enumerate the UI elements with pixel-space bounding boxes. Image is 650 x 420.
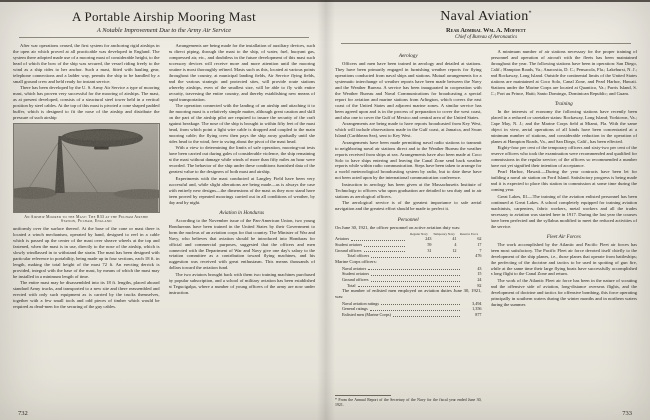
row-label: Aviators [335,236,350,242]
marine-heading: Marine Corps officers: [335,259,377,265]
body-paragraph: Great Lakes, Ill.—The training of the aviation enlisted personnel has been continued at Great Lakes. A school completely equipped for training aviation machinists, carpenters, fabric workers, metal workers and all the trades necessary to aviation was started here in 1917. During the last year the courses have been perfected and the syllabus modified to meet the reduced activities of the service. [490,193,637,229]
dot-leader [381,304,460,305]
body-paragraph: The aerological service is of the greatest importance to safe aerial navigation and the greatest effort should be made to perfect it. [335,200,482,212]
dot-leader [371,275,459,276]
personnel-intro: On June 30, 1921, the officer personnel on active aviation duty was: [335,224,461,230]
right-article-columns [335,49,637,408]
cell-value: 15 [477,271,482,277]
dot-leader [371,281,460,282]
right-column-1 [335,49,482,408]
body-paragraph: Arrangements have been made permitting naval radio stations to transmit to neighboring naval air stations direct and to the Weather Bureau the weather reports received from ships at sea. Arrangements have also been made at Coco Solo to have ships entering and leaving the Canal Zone send back weather reports while within radio communication. Steps have been taken to arrange for a world meteorological broadcasting system by radio, but to date these have not been acted upon by the international communication conference. [335,139,482,181]
body-paragraph: According to the November issue of the Pan-American Union, two young Hondureans have been trained in the United States by their Government to form the nucleus of an aviation corps for that country. The Minister of War and Navy, who believes that aviation should be introduced into Honduras for official and commercial purposes, suggested that the officers and men connected with the Department of War and Navy give one day's salary to the aviation committee as a contribution toward flying machines, and his suggestion was received with great enthusiasm. This means thousands of dollars toward the aviation fund. [168,217,315,271]
cell-value: 43 [477,265,482,271]
body-paragraph: Experiments with the mast conducted at Langley Field have been very successful and, while slight alterations are being made—as is always the case with entirely new designs—the dimensions of the mast as they now stand have been proved by repeated moorings carried out in all conditions of weather, by day and by night. [168,175,315,205]
dot-leader [364,246,404,247]
cell-value: 12 [452,247,457,253]
body-paragraph: The work accomplished by the Atlantic and Pacific Fleet air forces has been most satisfactory. The Pacific Fleet air force devoted itself chiefly to the development of the ship planes, i.e., those planes that operate from battleships; the perfecting of the doctrine and tactics to be used in spotting of gun fire, while at the same time their large flying boats have successfully accomplished a long flight to the Canal Zone and return. [490,241,637,277]
left-article-columns [13,43,315,408]
row-label: Ground officers [335,247,362,253]
header-rule [341,43,631,44]
right-article-title [335,9,637,25]
body-paragraph: With a view to determining the limits of safe operation, mooring-out tests have been carried out during gales of considerable violence, the ship remaining at the mast without damage while winds of more than fifty miles an hour were recorded. The behavior of the ship under these conditions furnished data of the greatest value to the designers of both mast and airship. [168,145,315,175]
right-column-2 [491,49,638,408]
enlisted-intro: The number of enlisted men employed on aviation duties June 30, 1921, was: [335,288,482,300]
body-paragraph: The operation connected with the landing of an airship and attaching it to the mooring mast is a relatively simple matter, although great caution and skill on the part of the airship pilot are required to insure the security of the craft against breakage. The nose of the ship is brought to within fifty feet of the mast head, from which point a light wire cable is dropped and coupled to the main mooring cable; the flying crew then pays the ship away gradually until she rides head to the wind, free to swing about the pivot of the mast head. [168,103,315,144]
body-paragraph: Arrangements are being made for the installation of auxiliary devices, such as direct piping, through the mast to the ship, of water, fuel, buoyant gas, compressed air, etc., and doubtless in the future development of this mast such accessory devices will receive more and more attention until the mooring routine is most thoroughly refined. Masts such as this, located at various points throughout the country, at municipal landing fields, Air Service flying fields, and the various strategic and protected sites, will provide route stations whereby airships, even of the smallest size, will be able to fly with entire security, traversing the entire country, and thereby establishing new means of rapid transportation. [168,43,315,102]
scan-edge [0,0,650,2]
left-column-2 [169,43,316,408]
body-paragraph: A minimum number of air stations necessary for the proper training of personnel and operation of aircraft with the fleets has been maintained throughout the year. The following stations have been in operation: San Diego, Calif.; Hampton Roads, Va.; Anacostia, D. C.; Pensacola, Fla.; Lakehurst, N. J.; and Rockaway, Long Island. Outside the continental limits of the United States stations are maintained at Coco Solo, Canal Zone, and Pearl Harbor, Hawaii. Stations under the Marine Corps are located at Quantico, Va.; Parris Island, S. C.; Port au Prince, Haiti; Santo Domingo, Dominican Republic; and Guam. [490,49,637,96]
row-label: Total officers [347,253,370,259]
right-page [335,9,637,408]
page-number-left: 732 [18,410,28,417]
cell-value: 41 [452,236,457,242]
dot-leader [368,269,459,270]
right-article-header [335,9,637,48]
body-paragraph: After war operations ceased, the first system for anchoring rigid airships in the open air which proved at all practicable was developed in England. The system there adopted made use of a mooring mast of considerable height, to the head of which the bow of the ship was secured, the vessel riding freely to the wind as a ship rides to her anchor. Such a mast, fitted with hauling gear, telephone connections and a ladder way, permits the ship to be handled by a small ground crew and held ready for instant service. [13,43,160,84]
section-heading-honduras: Aviation in Honduras [219,209,265,216]
cell-value: 877 [475,311,482,317]
airship-mast-photo [14,124,159,212]
body-paragraph: The entire mast may be disassembled into its 18 ft. lengths, placed aboard standard Army trucks, and transported to a new site and there reassembled and erected with only such equipment as is carried by the trucks themselves, together with a few small tools and odd pieces of timber which would be required as dead-men for the securing of the guy cables. [13,280,160,310]
body-paragraph: Eighty-four per cent of the temporary officers and sixty-two per cent of the reserve officers who took the examination were recommended and qualified for commissions in the regular service; of the officers so recommended a number have not yet signified their intention of acceptance. [490,145,637,168]
cell-value: 1,356 [472,306,482,312]
body-paragraph: There has been developed by the U. S. Army Air Service a type of mooring mast, which has proven very successful for the mooring of airships. The mast, as at present developed, consists of a structural steel tower held in a vertical position by steel cables. At the top of this mast is pivoted a cone shaped padded buffer, which is designed to fit the nose of the airship and distribute the pressure of such airship [13,85,160,121]
cell-value: 3,494 [472,300,482,306]
body-paragraph: The work of the Atlantic Fleet air force has been in the nature of scouting and the offensive side of aviation, long-distance overseas flights, and the development of doctrine and tactics for offensive bombing, this force operating principally in southern waters during the winter months and in northern waters during the summer. [490,277,637,307]
section-heading-aerology: Aerology [398,53,418,59]
dot-leader [364,251,405,252]
dot-leader [351,240,404,241]
left-column-1 [13,43,160,408]
cell-value: 17 [477,242,482,248]
row-label: Ground officers [342,276,369,282]
cell-value: 24 [477,276,482,282]
cell-value: 31 [427,247,432,253]
cell-value: 7 [479,247,482,253]
section-heading-training: Training [554,100,573,107]
left-page [13,9,315,408]
body-paragraph: Pearl Harbor, Hawaii.—During the year contracts have been let for building a naval air station on Ford Island. Satisfactory progress is being made and it is expected to place this station in commission at some time during the coming year. [490,169,637,193]
photo-caption: An Airship Moored to the Mast: The R33 at the Pulham Airship Station, Pulham, England [24,214,149,223]
footnote-rule [335,395,391,396]
row-label: Naval aviators [342,265,367,271]
body-paragraph: Officers and men have been trained in aerology and detailed at stations. They have been primarily engaged in furnishing weather reports for flying operations conducted from naval ships and stations. Mutual arrangements for a systematic interchange of weather reports have been made between the Navy and the Weather Bureau. A service has been inaugurated in cooperation with the Weather Bureau and Naval Communications for broadcasting a special report for aviation and marine stations from Arlington, which covers the east coast of the United States and adjacent marine zones. A similar service has been agreed upon and is in the process of preparation to cover the west coast, and also one to cover the Gulf of Mexico and central area of the United States. [335,61,482,120]
dot-leader [371,257,459,258]
left-article-header [13,9,315,42]
row-label: Naval aviation ratings [342,300,379,306]
footnote-text: * From the Annual Report of the Secretary of the Navy for the fiscal year ended June 30, 1921. [335,397,482,407]
section-heading-personnel: Personnel [397,216,419,223]
body-paragraph: Arrangements are being made to have reports broadcasted from Key West, which will include observations made in the Gulf coast, at Jamaica, and Swan Island (Caribbean Sea), sent to Key West. [335,121,482,139]
byline-role: Chief of Bureau of Aeronautics [454,35,518,40]
table-row [335,312,482,318]
page-number-right: 733 [622,410,632,417]
row-label: General ratings [342,306,368,312]
byline: Rear Admiral Wm. A. Moffett [446,27,526,34]
title-text: Naval Aviation [440,9,529,24]
photo-figure [14,124,159,223]
dot-leader [393,316,460,317]
body-paragraph: The two aviators brought back with them two training machines purchased by popular subscription, and a school of military aviation has been established at Tegucigalpa, where a number of young officers of the army are now under instruction. [168,271,315,295]
left-article-subtitle: A Notable Improvement Due to the Army Air Service [96,27,232,34]
left-article-title: A Portable Airship Mooring Mast [71,9,257,24]
row-label: Student aviators [335,242,363,248]
cell-value: 82 [477,282,482,288]
dot-leader [370,310,460,311]
dot-leader [358,286,460,287]
row-label: Student aviators [342,271,370,277]
column-header: Temporary Navy [433,231,455,236]
section-heading-fleet: Fleet Air Forces [546,233,581,240]
cell-value: 62 [477,236,482,242]
row-label: Total [347,282,356,288]
footnote-mark: * [528,10,532,17]
body-paragraph: Instruction in aerology has been given at the Massachusetts Institute of Technology to officers who upon graduation are detailed to sea duty and to air stations as aerological officers. [335,181,482,199]
cell-value: 476 [475,253,482,259]
body-paragraph: In the interests of economy the following stations have recently been placed in a reduced or caretaker status: Rockaway, Long Island; Yorktown, Va.; Cape May, N. J.; and the Marine Corps field at Miami, Fla. With the same object in view, aerial operations of all kinds have been concentrated at a minimum number of stations, and considerable reduction in the operation of planes at Hampton Roads, Va., and San Diego, Calif., has been effected. [490,108,637,144]
column-header: Reserve Force [459,231,479,236]
footnote-block [335,392,482,408]
cell-value: 4 [454,242,457,248]
header-rule [19,37,309,38]
body-paragraph: uniformly over the surface thereof. At the base of the cone or mast there is located a winch mechanism, operated by hand, designed to reel in a cable which is passed up the center of the mast over sheave wheels at the top and fastened, when the mast is in use, directly to the nose of the airship, which is slowly windlassed in to withstand the strain. The mast has been designed with particular reference to portability, being made up in four sections, each 18 ft. in length, making the total height of the mast 72 ft. An erecting derrick is provided, integral with the base of the mast, by means of which the mast may be installed in a minimum length of time. [13,226,160,279]
row-label: Enlisted men (Marine Corps) [342,311,391,317]
cell-value: 243 [425,236,432,242]
cell-value: 59 [427,242,432,248]
column-header: Regular Navy [410,231,428,236]
